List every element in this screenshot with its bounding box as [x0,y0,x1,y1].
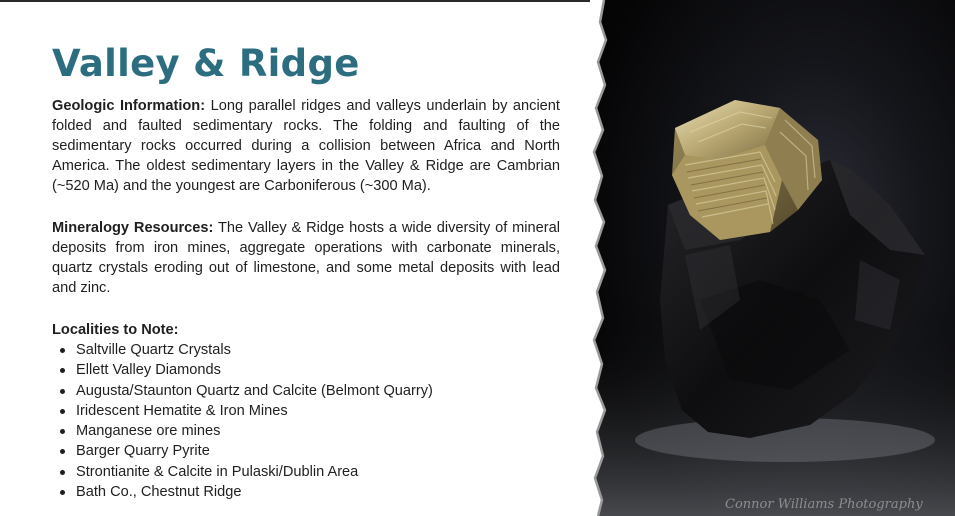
geologic-info-text: Long parallel ridges and valleys underlain by ancient folded and faulted sedimentary rocks. The folding and faulting of the sedimentary rocks occurred during a collision between Africa and North America. The oldest sedimentary layers in the Valley & Ridge are Cambrian (~520 Ma) and the youngest are Carboniferous (~300 Ma). [52,98,560,194]
localities-heading: Localities to Note: [52,322,179,338]
slide-title: Valley & Ridge [52,42,360,85]
mineral-photo [590,0,955,516]
localities-list [52,340,560,502]
mineralogy-label: Mineralogy Resources: [52,220,214,236]
photo-credit-watermark: Connor Williams Photography [725,497,923,512]
list-item: Saltville Quartz Crystals [52,340,560,360]
list-item: Manganese ore mines [52,421,560,441]
list-item: Augusta/Staunton Quartz and Calcite (Belmont Quarry) [52,381,560,401]
list-item: Barger Quarry Pyrite [52,441,560,461]
mineralogy-text: The Valley & Ridge hosts a wide diversity of mineral deposits from iron mines, aggregate operations with carbonate minerals, quartz crystals eroding out of limestone, and some metal deposits with lead and zinc. [52,220,560,296]
text-column [52,40,560,502]
spacer [52,298,560,320]
mineralogy-paragraph [52,218,560,298]
geologic-info-label: Geologic Information: [52,98,206,114]
list-item: Iridescent Hematite & Iron Mines [52,401,560,421]
geologic-info-paragraph [52,96,560,196]
list-item: Bath Co., Chestnut Ridge [52,482,560,502]
spacer [52,196,560,218]
list-item: Strontianite & Calcite in Pulaski/Dublin Area [52,462,560,482]
list-item: Ellett Valley Diamonds [52,360,560,380]
